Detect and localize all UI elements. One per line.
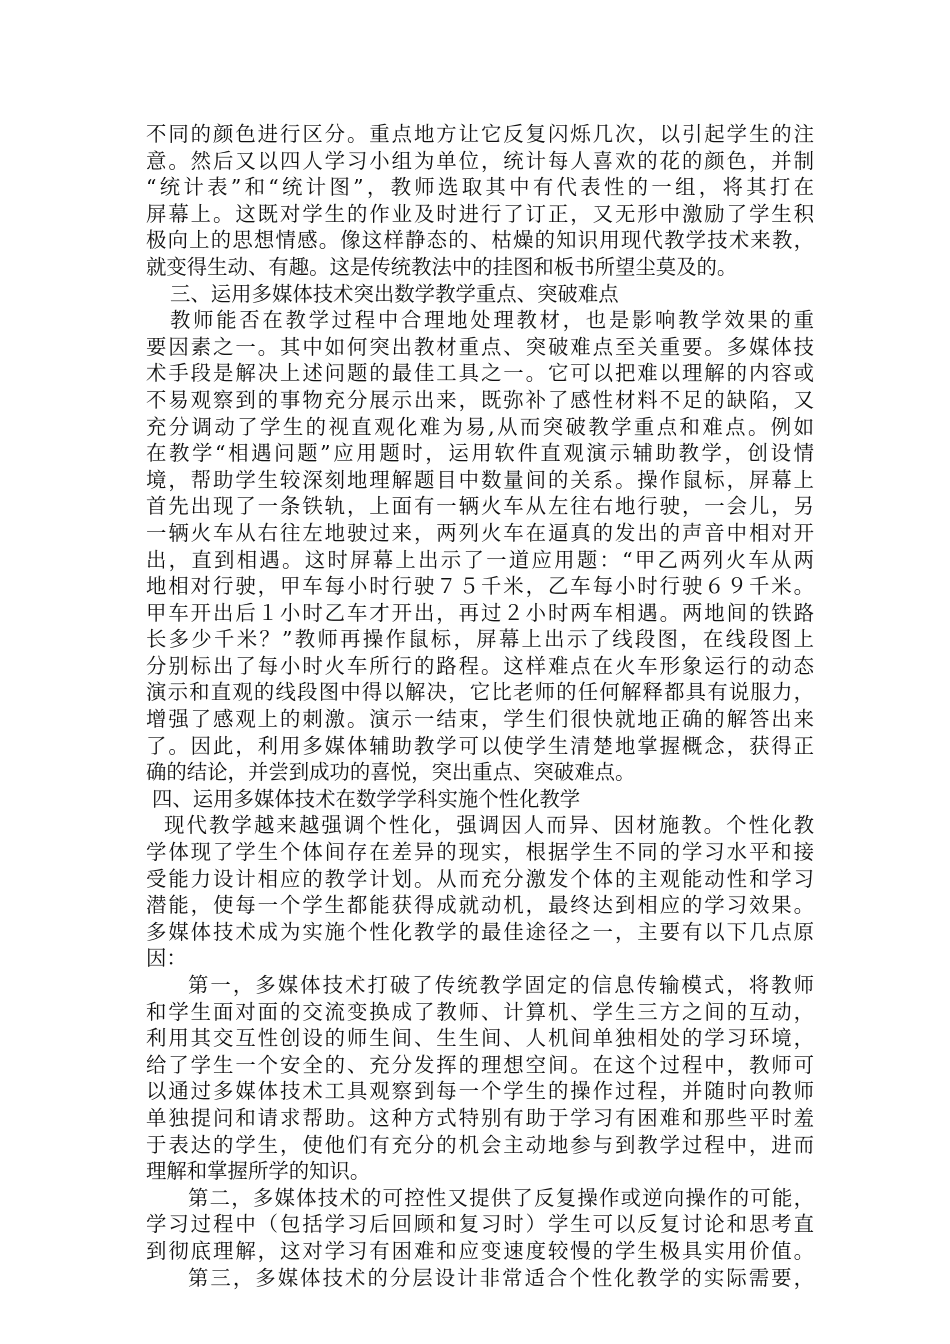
text-line: 一辆火车从右往左地驶过来，两列火车在逼真的发出的声音中相对开: [146, 520, 814, 545]
text-line: 四、运用多媒体技术在数学学科实施个性化教学: [152, 786, 581, 811]
text-line: 就变得生动、有趣。这是传统教法中的挂图和板书所望尘莫及的。: [146, 254, 738, 279]
text-line: 充分调动了学生的视直观化难为易,从而突破教学重点和难点。例如: [146, 414, 814, 439]
text-line: 以通过多媒体技术工具观察到每一个学生的操作过程，并随时向教师: [146, 1079, 814, 1104]
text-line: 单独提问和请求帮助。这种方式特别有助于学习有困难和那些平时羞: [146, 1105, 814, 1130]
text-line: 出，直到相遇。这时屏幕上出示了一道应用题：“甲乙两列火车从两: [146, 547, 814, 572]
text-line: 极向上的思想情感。像这样静态的、枯燥的知识用现代教学技术来教，: [146, 228, 814, 253]
text-line: 潜能，使每一个学生都能获得成就动机，最终达到相应的学习效果。: [146, 893, 814, 918]
text-line: 和学生面对面的交流变换成了教师、计算机、学生三方之间的互动，: [146, 999, 814, 1024]
text-line: 不同的颜色进行区分。重点地方让它反复闪烁几次，以引起学生的注: [146, 122, 814, 146]
text-line: 确的结论，并尝到成功的喜悦，突出重点、突破难点。: [146, 760, 636, 785]
text-line: 分别标出了每小时火车所行的路程。这样难点在火车形象运行的动态: [146, 653, 814, 678]
text-line: 现代教学越来越强调个性化，强调因人而异、因材施教。个性化教: [164, 813, 814, 838]
text-line: 学体现了学生个体间存在差异的现实，根据学生不同的学习水平和接: [146, 840, 814, 865]
text-line: 演示和直观的线段图中得以解决，它比老师的任何解释都具有说服力，: [146, 680, 814, 705]
text-line: 甲车开出后１小时乙车才开出，再过２小时两车相遇。两地间的铁路: [146, 600, 814, 625]
text-line: 了。因此，利用多媒体辅助教学可以使学生清楚地掌握概念，获得正: [146, 733, 814, 758]
text-line: 多媒体技术成为实施个性化教学的最佳途径之一，主要有以下几点原: [146, 919, 814, 944]
text-line: “统计表”和“统计图”，教师选取其中有代表性的一组，将其打在: [146, 175, 814, 200]
text-line: 术手段是解决上述问题的最佳工具之一。它可以把难以理解的内容或: [146, 361, 814, 386]
text-line: 因：: [146, 946, 187, 971]
text-line: 给了学生一个安全的、充分发挥的理想空间。在这个过程中，教师可: [146, 1052, 814, 1077]
text-line: 要因素之一。其中如何突出教材重点、突破难点至关重要。多媒体技: [146, 334, 814, 359]
text-line: 三、运用多媒体技术突出数学教学重点、突破难点: [170, 281, 619, 306]
text-line: 第三，多媒体技术的分层设计非常适合个性化教学的实际需要，: [188, 1265, 814, 1290]
text-line: 第一，多媒体技术打破了传统教学固定的信息传输模式，将教师: [188, 973, 814, 997]
text-line: 意。然后又以四人学习小组为单位，统计每人喜欢的花的颜色，并制: [146, 148, 814, 173]
text-line: 不易观察到的事物充分展示出来，既弥补了感性材料不足的缺陷，又: [146, 387, 814, 412]
document-page: [146, 121, 814, 1291]
text-line: 教师能否在教学过程中合理地处理教材，也是影响教学效果的重: [170, 308, 814, 333]
text-line: 屏幕上。这既对学生的作业及时进行了订正，又无形中激励了学生积: [146, 201, 814, 226]
text-line: 增强了感观上的刺激。演示一结束，学生们很快就地正确的解答出来: [146, 707, 814, 732]
text-line: 于表达的学生，使他们有充分的机会主动地参与到教学过程中，进而: [146, 1132, 814, 1157]
text-line: 利用其交互性创设的师生间、生生间、人机间单独相处的学习环境，: [146, 1026, 814, 1051]
text-line: 地相对行驶，甲车每小时行驶７５千米，乙车每小时行驶６９千米。: [146, 574, 814, 599]
text-line: 境，帮助学生较深刻地理解题目中数量间的关系。操作鼠标，屏幕上: [146, 467, 814, 492]
text-line: 在教学“相遇问题”应用题时，运用软件直观演示辅助教学，创设情: [146, 441, 814, 466]
text-line: 学习过程中（包括学习后回顾和复习时）学生可以反复讨论和思考直: [146, 1212, 814, 1237]
text-line: 第二，多媒体技术的可控性又提供了反复操作或逆向操作的可能，: [188, 1185, 814, 1210]
text-line: 首先出现了一条铁轨，上面有一辆火车从左往右地行驶，一会儿，另: [146, 494, 814, 519]
text-line: 长多少千米？”教师再操作鼠标，屏幕上出示了线段图，在线段图上: [146, 627, 814, 652]
text-line: 到彻底理解，这对学习有困难和应变速度较慢的学生极具实用价值。: [146, 1238, 814, 1263]
text-line: 受能力设计相应的教学计划。从而充分激发个体的主观能动性和学习: [146, 866, 814, 891]
text-line: 理解和掌握所学的知识。: [146, 1159, 371, 1184]
